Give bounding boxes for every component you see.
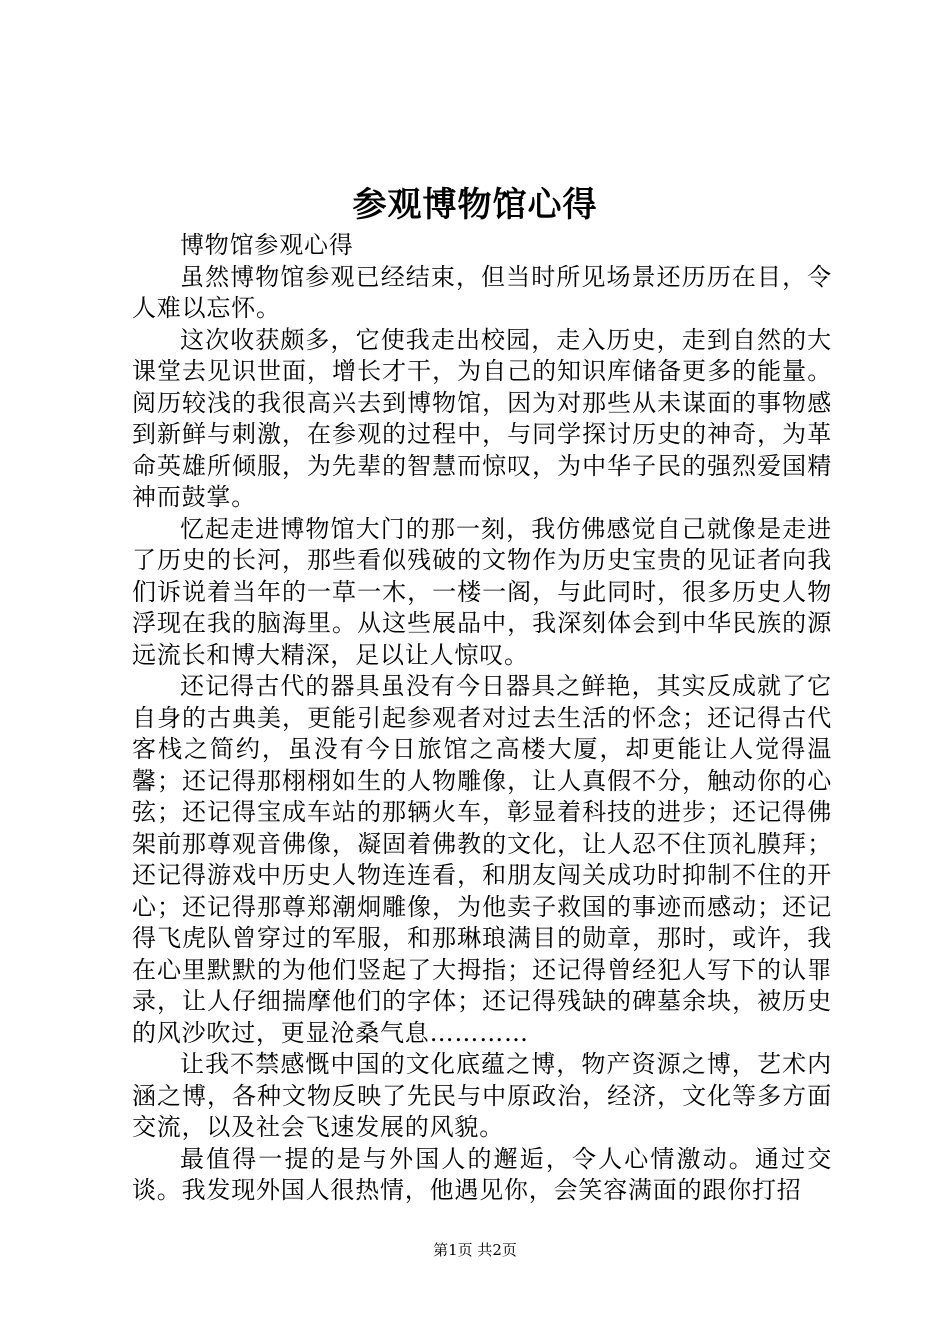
- paragraph-subtitle: 博物馆参观心得: [180, 231, 354, 259]
- document-title: 参观博物馆心得: [352, 185, 598, 225]
- paragraph-reflection: 让我不禁感慨中国的文化底蕴之博，物产资源之博，艺术内涵之博，各种文物反映了先民与中原政治，经济，文化等多方面交流，以及社会飞速发展的风貌。: [132, 1050, 832, 1141]
- paragraph-harvest: 这次收获颇多，它使我走出校园，走入历史，走到自然的大课堂去见识世面，增长才干，为自己的知识库储备更多的能量。阅历较浅的我很高兴去到博物馆，因为对那些从未谋面的事物感到新鲜与刺激，在参观的过程中，与同学探讨历史的神奇，为革命英雄所倾服，为先辈的智慧而惊叹，为中华子民的强烈爱国精神而鼓掌。: [132, 325, 832, 511]
- paragraph-recollections: 还记得古代的器具虽没有今日器具之鲜艳，其实反成就了它自身的古典美，更能引起参观者对过去生活的怀念；还记得古代客栈之简约，虽没有今日旅馆之高楼大厦，却更能让人觉得温馨；还记得那栩栩如生的人物雕像，让人真假不分，触动你的心弦；还记得宝成车站的那辆火车，彰显着科技的进步；还记得佛架前那尊观音佛像，凝固着佛教的文化，让人忍不住顶礼膜拜；还记得游戏中历史人物连连看，和朋友闯关成功时抑制不住的开心；还记得那尊郑潮炯雕像，为他卖子救国的事迹而感动；还记得飞虎队曾穿过的军服，和那琳琅满目的勋章，那时，或许，我在心里默默的为他们竖起了大拇指；还记得曾经犯人写下的认罪录，让人仔细揣摩他们的字体；还记得残缺的碑墓余块，被历史的风沙吹过，更显沧桑气息…………: [132, 672, 832, 1047]
- paragraph-memory: 忆起走进博物馆大门的那一刻，我仿佛感觉自己就像是走进了历史的长河，那些看似残破的文物作为历史宝贵的见证者向我们诉说着当年的一草一木，一楼一阁，与此同时，很多历史人物浮现在我的脑海里。从这些展品中，我深刻体会到中华民族的源远流长和博大精深，足以让人惊叹。: [132, 514, 832, 669]
- page-number: 第1页 共2页: [433, 1241, 517, 1259]
- paragraph-intro: 虽然博物馆参观已经结束，但当时所见场景还历历在目，令人难以忘怀。: [132, 262, 832, 322]
- document-body: [132, 230, 832, 1207]
- paragraph-foreigners: 最值得一提的是与外国人的邂逅，令人心情激动。通过交谈。我发现外国人很热情，他遇见你，会笑容满面的跟你打招: [132, 1144, 832, 1204]
